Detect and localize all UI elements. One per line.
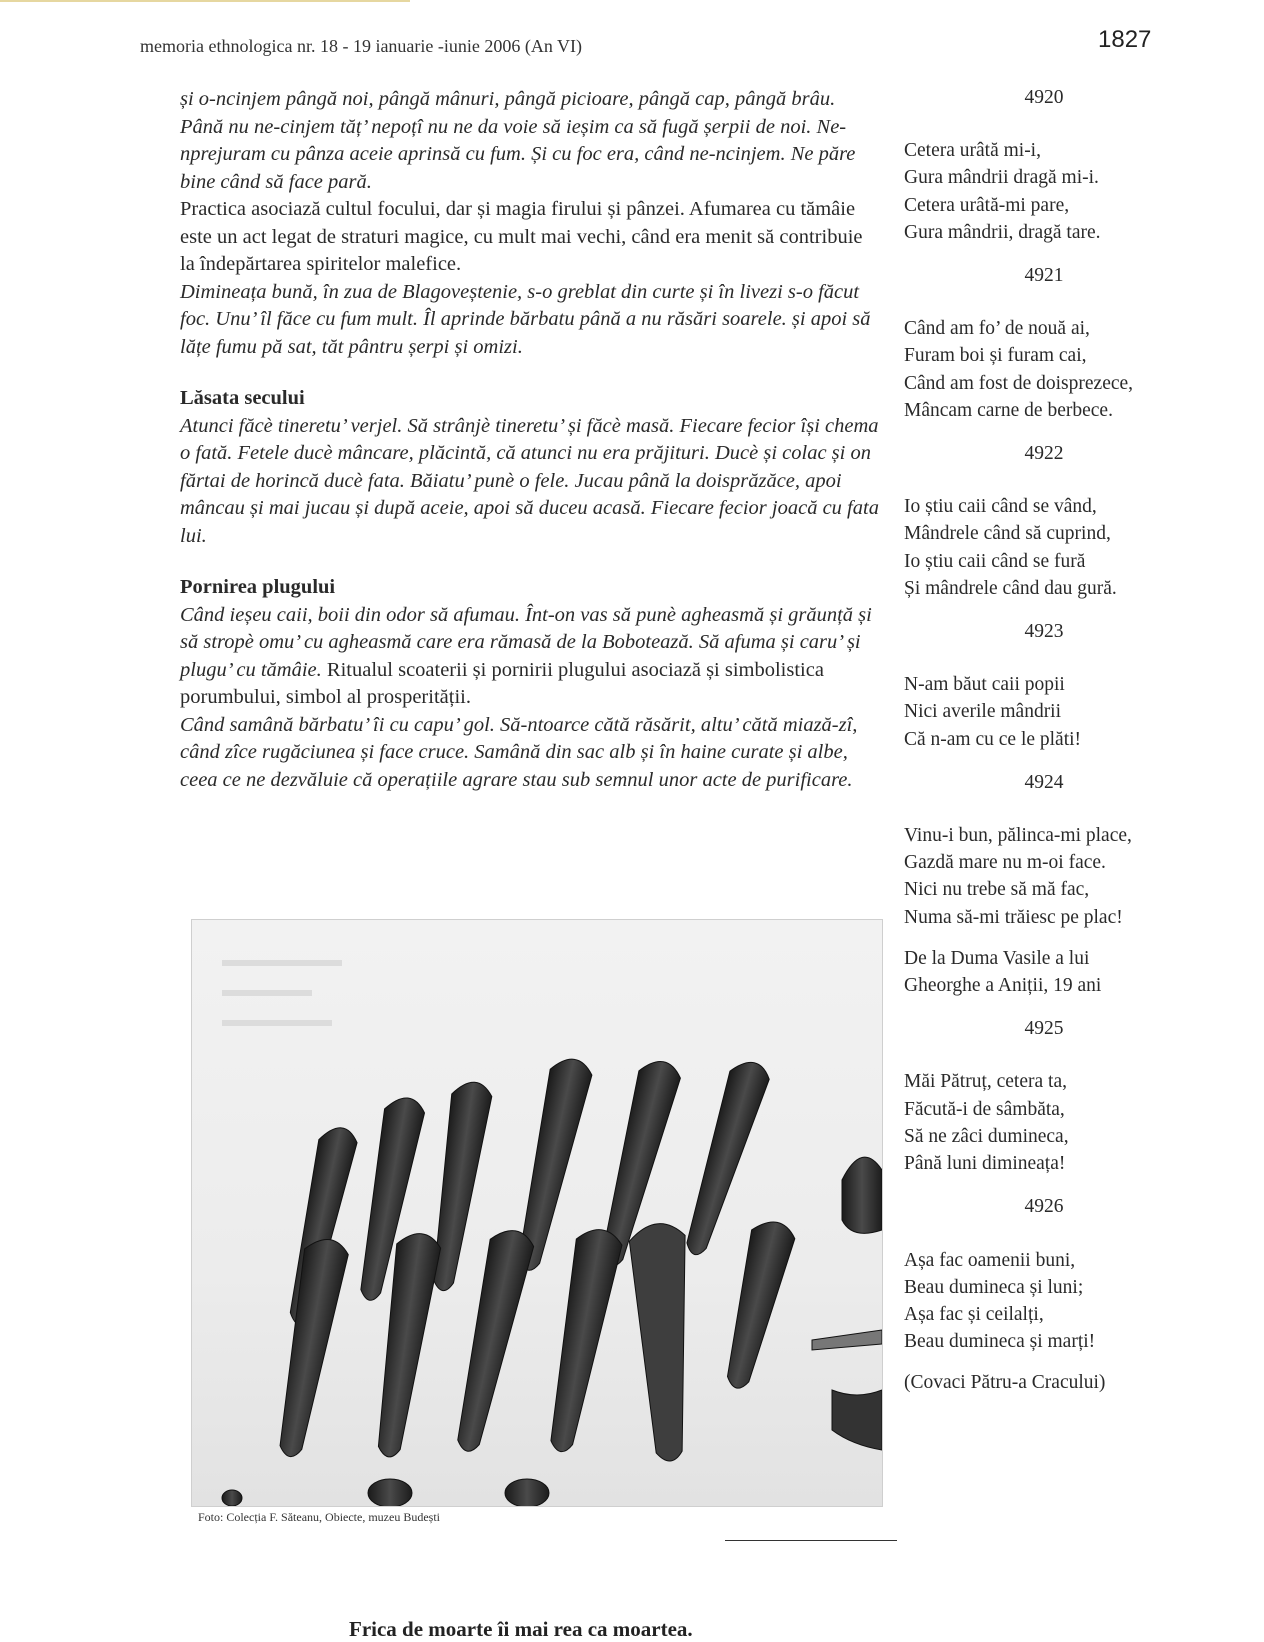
poem-line: Așa fac și ceilalți, bbox=[904, 1303, 1044, 1325]
poem-number: 4926 bbox=[1024, 1196, 1064, 1218]
poem-number: 4921 bbox=[1024, 265, 1064, 287]
intro-paragraph-2: Practica asociază cultul focului, dar și magia firului și pânzei. Afumarea cu tămâie este un act legat de straturi magice, cu mult mai vechi, când era menit să contribuie la îndepărtarea spiritelor malefice. bbox=[180, 198, 863, 275]
section-title-pornirea-plugului: Pornirea plugului bbox=[180, 576, 336, 598]
poem-line: Furam boi și furam cai, bbox=[904, 345, 1087, 367]
poem-number: 4922 bbox=[1024, 443, 1064, 465]
poem-source-note: Gheorghe a Aniții, 19 ani bbox=[904, 975, 1102, 997]
poem-line: Măi Pătruț, cetera ta, bbox=[904, 1071, 1067, 1093]
poem-line: Și mândrele când dau gură. bbox=[904, 577, 1117, 599]
poem-number: 4923 bbox=[1024, 621, 1064, 643]
poem-line: Până luni dimineața! bbox=[904, 1153, 1066, 1175]
poem-line: Io știu caii când se vând, bbox=[904, 496, 1097, 518]
pornirea-italic-2: Când samână bărbatu’ îi cu capu’ gol. Să-ntoarce cătă răsărit, altu’ cătă miază-zî, când zîce rugăciunea și face cruce. Samână din sac alb și în haine curate și albe, bbox=[180, 713, 858, 763]
poem-line: Cetera urâtă mi-i, bbox=[904, 140, 1041, 162]
poem-line: Gazdă mare nu m-oi face. bbox=[904, 852, 1106, 874]
poem-number: 4920 bbox=[1024, 87, 1064, 108]
pornirea-normal-1: Ritualul scoaterii și pornirii plugului asociază și simbolistica porumbului, simbol al prosperității. bbox=[180, 658, 824, 708]
poem-line: Cetera urâtă-mi pare, bbox=[904, 194, 1070, 216]
poem-line: Când am fo’ de nouă ai, bbox=[904, 318, 1090, 340]
poem-4926 bbox=[904, 1193, 1224, 1396]
poem-line: Io știu caii când se fură bbox=[904, 550, 1086, 572]
poem-line: Gura mândrii dragă mi-i. bbox=[904, 167, 1099, 189]
top-edge-rule bbox=[0, 0, 410, 2]
poems-column bbox=[904, 84, 1224, 1413]
poem-line: Nici nu trebe să mă fac, bbox=[904, 879, 1090, 901]
poem-4920 bbox=[904, 84, 1224, 246]
proverb-line: Frica de moarte îi mai rea ca moartea. bbox=[349, 1617, 693, 1641]
poem-line: Făcută-i de sâmbăta, bbox=[904, 1098, 1065, 1120]
poem-4924 bbox=[904, 769, 1224, 999]
poem-4925 bbox=[904, 1015, 1224, 1177]
poem-line: Să ne zâci dumineca, bbox=[904, 1125, 1069, 1147]
section-text-lasata-secului: Atunci făcè tineretu’ verjel. Să strânjè tineretu’ și făcè masă. Fiecare fecior își chema o fată. Fetele ducè mâncare, plăcintă, că atunci nu era prăjituri. Ducè și colac și on fărtai de horincă ducè fata. Băiatu’ punè o fele. Jucau până la doisprăzăce, apoi mâncau și mai jucau și după aceie, apoi să duceu acasă. Fiecare fecior joacă cu fata lui. bbox=[180, 414, 879, 547]
poem-line: Vinu-i bun, pălinca-mi place, bbox=[904, 825, 1132, 847]
intro-paragraph-3: Dimineața bună, în zua de Blagoveștenie, s-o greblat din curte și în livezi s-o făcut foc. Unu’ îl făce cu fum mult. Îl aprinde bărbatu până a nu răsări soarele. și apoi să lățe fumu pă sat, tăt pântru șerpi și omizi. bbox=[180, 280, 871, 358]
poem-source-note: De la Duma Vasile a lui bbox=[904, 947, 1090, 969]
poem-line: Beau dumineca și luni; bbox=[904, 1276, 1084, 1298]
poem-4921 bbox=[904, 262, 1224, 424]
poem-line: Când am fost de doisprezece, bbox=[904, 372, 1134, 394]
poem-number: 4924 bbox=[1024, 771, 1064, 793]
intro-paragraph-1: și o-ncinjem pângă noi, pângă mânuri, pângă picioare, pângă cap, pângă brâu. Până nu ne-cinjem tăț’ nepoțî nu ne da voie să ieșim ca să fugă șerpii de noi. Ne-nprejuram cu pânza aceie aprinsă cu fum. Și cu foc era, când ne-ncinjem. Ne păre bine când să face pară. bbox=[180, 88, 856, 193]
main-column bbox=[180, 86, 880, 794]
section-text-pornirea-plugului bbox=[180, 602, 880, 795]
poem-line: Nici averile mândrii bbox=[904, 701, 1062, 723]
footnote-rule bbox=[725, 1540, 897, 1541]
poem-4922 bbox=[904, 440, 1224, 602]
poem-line: Beau dumineca și marți! bbox=[904, 1331, 1096, 1353]
journal-header: memoria ethnologica nr. 18 - 19 ianuarie -iunie 2006 (An VI) bbox=[140, 36, 583, 56]
museum-objects-photo bbox=[191, 919, 883, 1507]
poem-line: Numa să-mi trăiesc pe plac! bbox=[904, 906, 1123, 928]
page-number: 1827 bbox=[1098, 26, 1152, 53]
pornirea-italic-1: Când ieșeu caii, boii din odor să afumau. Înt-on vas să punè agheasmă și grăunță și să stropè omu’ cu agheasmă care era rămasă de la Bobotează. Să afuma și caru’ și plugu’ cu tămâie. bbox=[180, 603, 872, 681]
poem-4923 bbox=[904, 618, 1224, 753]
poem-line: Așa fac oamenii buni, bbox=[904, 1249, 1076, 1271]
poem-source-note: (Covaci Pătru-a Cracului) bbox=[904, 1372, 1106, 1394]
photo-caption: Foto: Colecția F. Săteanu, Obiecte, muzeu Budești bbox=[198, 1510, 440, 1524]
poem-line: Mâncam carne de berbece. bbox=[904, 399, 1113, 421]
poem-line: Gura mândrii, dragă tare. bbox=[904, 221, 1101, 243]
section-title-lasata-secului: Lăsata secului bbox=[180, 387, 305, 409]
poem-line: N-am băut caii popii bbox=[904, 674, 1065, 696]
poem-line: Mândrele când să cuprind, bbox=[904, 523, 1111, 545]
poem-line: Că n-am cu ce le plăti! bbox=[904, 728, 1082, 750]
poem-number: 4925 bbox=[1024, 1018, 1064, 1040]
pornirea-normal-2: ceea ce ne dezvăluie că operațiile agrare stau sub semnul unor acte de purificare. bbox=[180, 768, 853, 791]
